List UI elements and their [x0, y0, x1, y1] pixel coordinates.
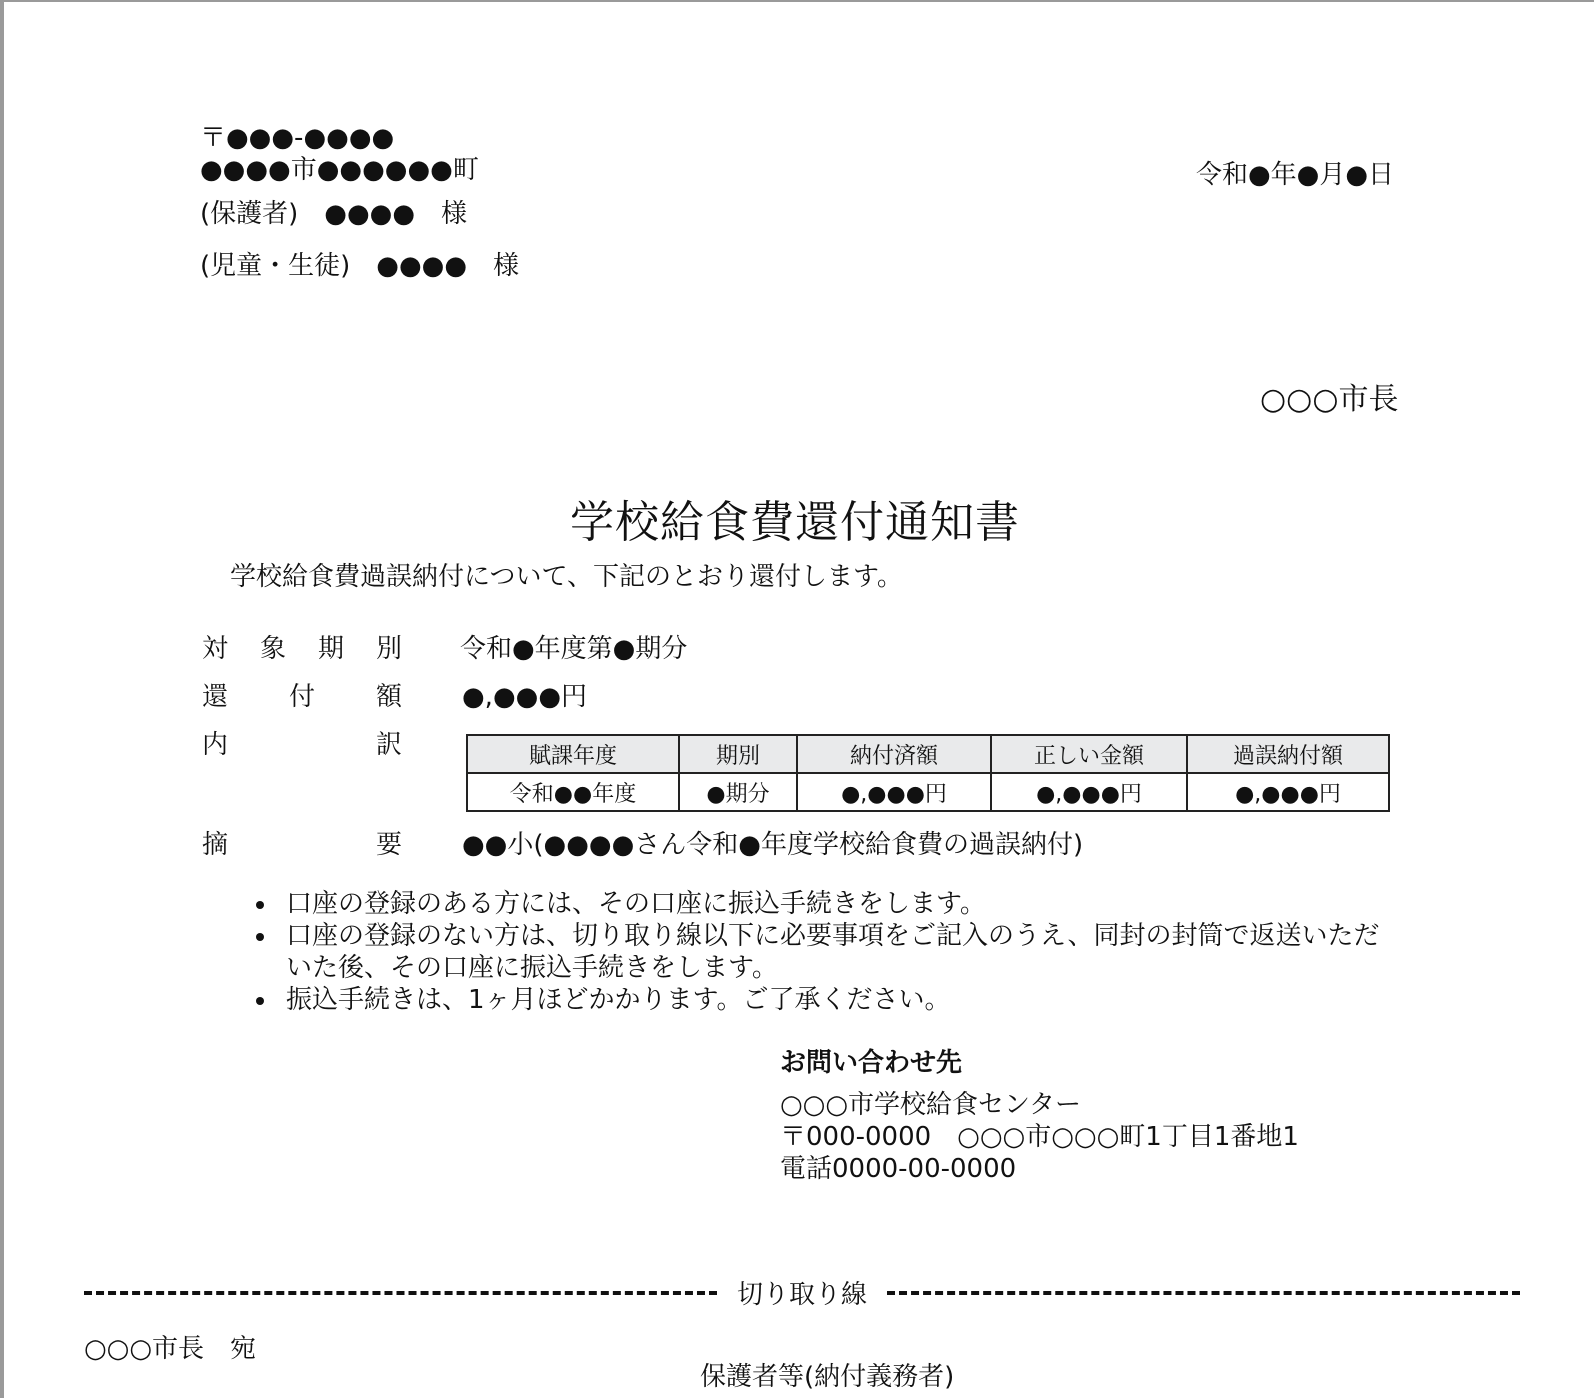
recipient-block: [200, 122, 519, 282]
summary-value: ●●小(●●●●さん令和●年度学校給食費の過誤納付): [462, 830, 1084, 860]
cut-line: [84, 1274, 1520, 1311]
list-item: 口座の登録のある方には、その口座に振込手続きをします。: [248, 888, 1398, 920]
header-overpaid-amount: 過誤納付額: [1187, 735, 1389, 773]
cell-period: ●期分: [679, 773, 797, 811]
cell-correct-amount: ●,●●●円: [991, 773, 1187, 811]
refund-label: 還 付 額: [202, 682, 402, 712]
contact-phone: 電話0000-00-0000: [780, 1154, 1017, 1184]
header-correct-amount: 正しい金額: [991, 735, 1187, 773]
intro-text: 学校給食費過誤納付について、下記のとおり還付します。: [230, 562, 903, 592]
header-paid-amount: 納付済額: [797, 735, 991, 773]
document-title: 学校給食費還付通知書: [570, 497, 1020, 548]
header-tax-year: 賦課年度: [467, 735, 679, 773]
cell-overpaid-amount: ●,●●●円: [1187, 773, 1389, 811]
list-item: 振込手続きは、1ヶ月ほどかかります。ご了承ください。: [248, 984, 1398, 1016]
cell-tax-year: 令和●●年度: [467, 773, 679, 811]
document-page: [4, 2, 1594, 1398]
slip-addressee: ○○○市長 宛: [84, 1334, 257, 1364]
recipient-student: (児童・生徒) ●●●● 様: [200, 251, 520, 281]
issuer-name: ○○○市長: [1260, 382, 1399, 417]
notes-list: [248, 888, 1398, 1016]
contact-address: 〒000-0000 ○○○市○○○町1丁目1番地1: [780, 1122, 1299, 1152]
refund-value: ●,●●●円: [462, 682, 588, 712]
period-value: 令和●年度第●期分: [460, 634, 688, 664]
table-row: [467, 773, 1389, 811]
summary-label: 摘 要: [202, 830, 402, 860]
cut-line-dash-left: [84, 1291, 717, 1295]
period-label: 対 象 期 別: [202, 634, 402, 664]
contact-heading: お問い合わせ先: [780, 1048, 963, 1078]
cell-paid-amount: ●,●●●円: [797, 773, 991, 811]
issue-date: 令和●年●月●日: [1196, 160, 1395, 190]
breakdown-header-row: [467, 735, 1389, 773]
cut-line-label: 切り取り線: [737, 1280, 868, 1310]
contact-block: [780, 1042, 1299, 1185]
list-item: 口座の登録のない方は、切り取り線以下に必要事項をご記入のうえ、同封の封筒で返送いただいた後、その口座に振込手続きをします。: [248, 920, 1398, 984]
recipient-postal: 〒●●●-●●●●: [200, 123, 395, 153]
contact-org: ○○○市学校給食センター: [780, 1090, 1082, 1120]
breakdown-label: 内 訳: [202, 730, 402, 760]
slip-guardian-label: 保護者等(納付義務者): [700, 1362, 955, 1392]
recipient-guardian: (保護者) ●●●● 様: [200, 199, 468, 229]
header-period: 期別: [679, 735, 797, 773]
recipient-address: ●●●●市●●●●●●町: [200, 155, 479, 185]
breakdown-table: [466, 734, 1390, 812]
cut-line-dash-right: [887, 1291, 1520, 1295]
